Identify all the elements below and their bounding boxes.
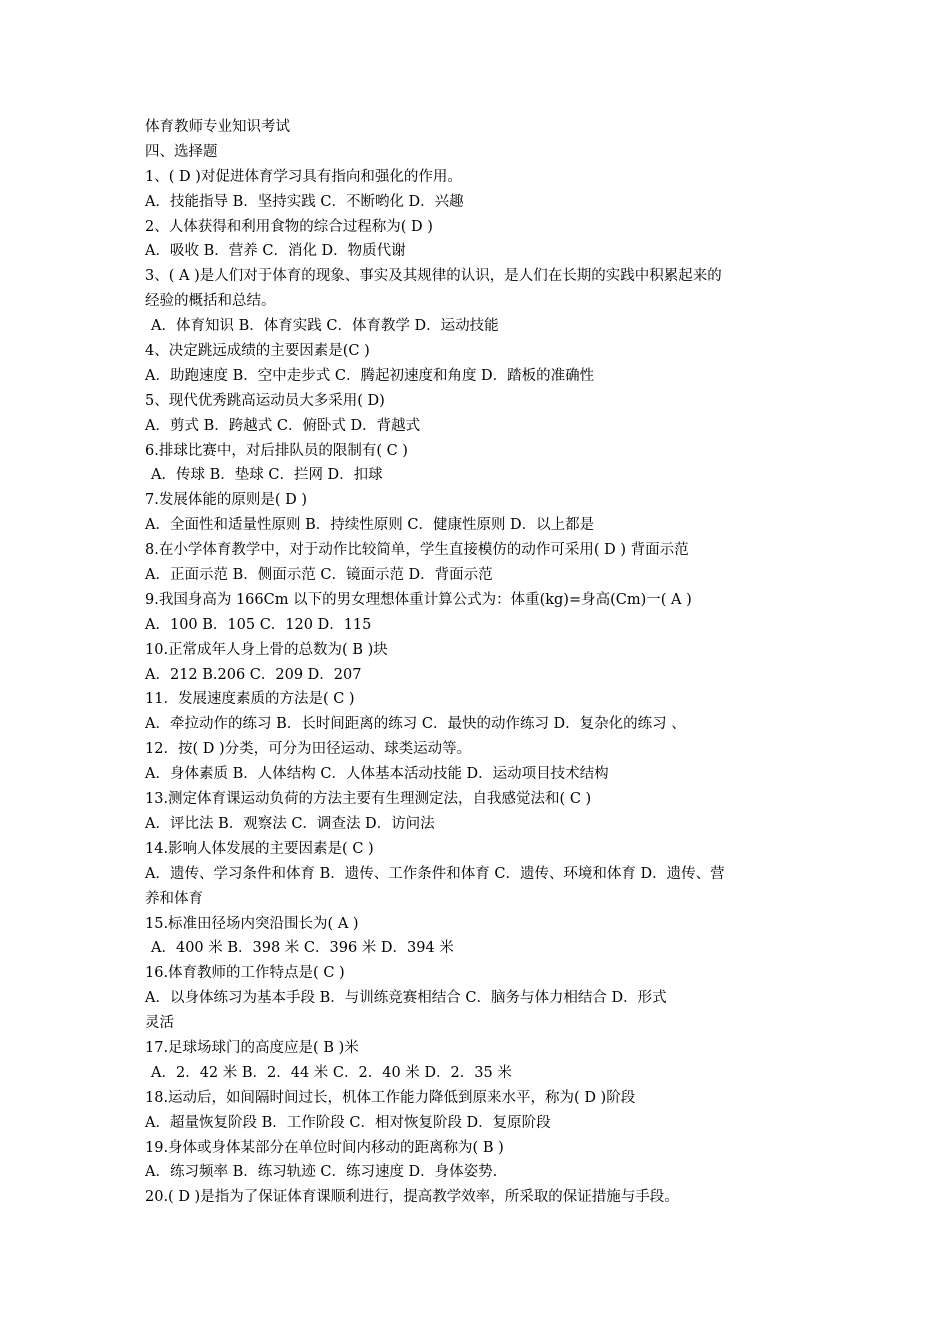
document-body [145, 115, 815, 1210]
options-10: A．212 B.206 C．209 D．207 [145, 666, 362, 683]
question-20: 20.( D )是指为了保证体育课顺利进行，提高教学效率，所采取的保证措施与手段。 [145, 1189, 679, 1206]
question-6: 6.排球比赛中，对后排队员的限制有( C ) [145, 442, 408, 459]
question-14: 14.影响人体发展的主要因素是( C ) [145, 840, 374, 857]
options-11: A．牵拉动作的练习 B．长时间距离的练习 C．最快的动作练习 D．复杂化的练习 、 [145, 716, 686, 733]
question-11: 11．发展速度素质的方法是( C ) [145, 691, 355, 708]
options-16: A．以身体练习为基本手段 B．与训练竞赛相结合 C．脑务与体力相结合 D．形式 [145, 990, 667, 1007]
options-6: A．传球 B．垫球 C．拦网 D．扣球 [151, 467, 383, 484]
question-13: 13.测定体育课运动负荷的方法主要有生理测定法，自我感觉法和( C ) [145, 791, 592, 808]
question-7: 7.发展体能的原则是( D ) [145, 492, 307, 509]
question-4: 4、决定跳远成绩的主要因素是(C ) [145, 343, 370, 360]
options-8: A．正面示范 B．侧面示范 C．镜面示范 D．背面示范 [145, 567, 493, 584]
question-17: 17.足球场球门的高度应是( B )米 [145, 1039, 359, 1056]
question-2: 2、人体获得和利用食物的综合过程称为( D ) [145, 218, 433, 235]
question-16: 16.体育教师的工作特点是( C ) [145, 965, 345, 982]
document-title: 体育教师专业知识考试 [145, 119, 290, 135]
options-13: A．评比法 B．观察法 C．调查法 D．访问法 [145, 815, 435, 832]
question-9: 9.我国身高为 166Cm 以下的男女理想体重计算公式为：体重(kg)=身高(Cm)一( A ) [145, 591, 692, 608]
options-2: A．吸收 B．营养 C．消化 D．物质代谢 [145, 243, 406, 260]
question-3: 3、( A )是人们对于体育的现象、事实及其规律的认识，是人们在长期的实践中积累起来的 [145, 268, 722, 285]
options-14: A．遗传、学习条件和体育 B．遗传、工作条件和体育 C．遗传、环境和体育 D．遗传、营 [145, 865, 725, 882]
options-19: A．练习频率 B．练习轨迹 C．练习速度 D．身体姿势. [145, 1164, 498, 1181]
question-19: 19.身体或身体某部分在单位时间内移动的距离称为( B ) [145, 1139, 504, 1156]
question-5: 5、现代优秀跳高运动员大多采用( D) [145, 392, 385, 409]
options-15: A．400 米 B．398 米 C．396 米 D．394 米 [151, 940, 454, 957]
question-12: 12．按( D )分类，可分为田径运动、球类运动等。 [145, 741, 472, 758]
options-16-continued: 灵活 [145, 1015, 174, 1032]
question-18: 18.运动后，如间隔时间过长，机体工作能力降低到原来水平，称为( D )阶段 [145, 1089, 636, 1106]
question-10: 10.正常成年人身上骨的总数为( B )块 [145, 641, 388, 658]
options-18: A．超量恢复阶段 B．工作阶段 C．相对恢复阶段 D．复原阶段 [145, 1114, 551, 1131]
options-12: A．身体素质 B．人体结构 C．人体基本活动技能 D．运动项目技术结构 [145, 766, 609, 783]
question-15: 15.标准田径场内突沿围长为( A ) [145, 915, 359, 932]
options-14-continued: 养和体育 [145, 890, 203, 907]
options-17: A．2．42 米 B．2．44 米 C．2．40 米 D．2．35 米 [151, 1064, 512, 1081]
section-heading: 四、选择题 [145, 143, 218, 160]
question-1: 1、( D )对促进体育学习具有指向和强化的作用。 [145, 168, 462, 185]
options-5: A．剪式 B．跨越式 C．俯卧式 D．背越式 [145, 417, 421, 434]
options-3: A．体育知识 B．体育实践 C．体育教学 D．运动技能 [151, 318, 499, 335]
question-3-continued: 经验的概括和总结。 [145, 293, 276, 310]
options-1: A．技能指导 B．坚持实践 C．不断哟化 D．兴趣 [145, 193, 464, 210]
options-9: A．100 B．105 C．120 D．115 [145, 616, 372, 633]
options-7: A．全面性和适量性原则 B．持续性原则 C．健康性原则 D．以上都是 [145, 517, 595, 534]
options-4: A．助跑速度 B．空中走步式 C．腾起初速度和角度 D．踏板的准确性 [145, 367, 595, 384]
question-8: 8.在小学体育教学中，对于动作比较简单，学生直接模仿的动作可采用( D ) 背面示范 [145, 542, 689, 559]
